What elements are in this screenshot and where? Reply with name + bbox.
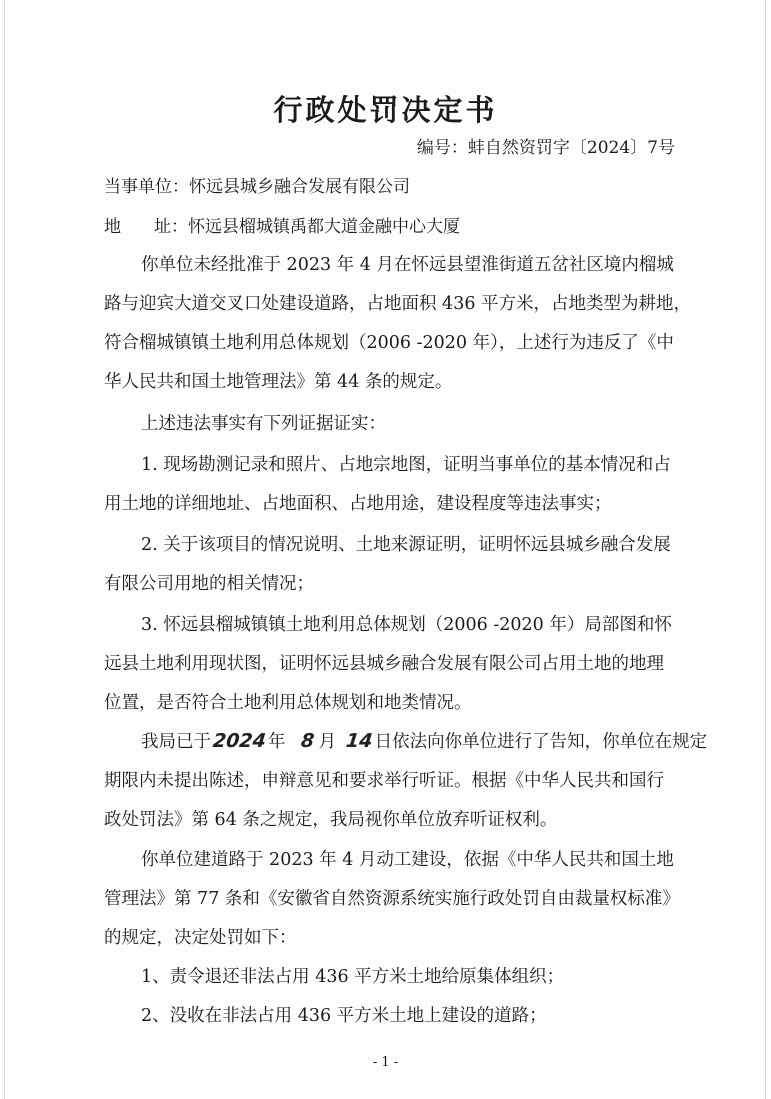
para1-line: 华人民共和国土地管理法》第 44 条的规定。 — [104, 372, 453, 392]
evidence-intro: 上述违法事实有下列证据证实： — [141, 414, 386, 434]
notice-year-unit: 年 — [267, 732, 286, 752]
evidence2-line: 有限公司用地的相关情况； — [104, 574, 314, 594]
para1-line: 符合榴城镇镇土地利用总体规划（2006 -2020 年），上述行为违反了《中 — [104, 333, 674, 353]
address-field — [104, 212, 460, 237]
decision-line: 你单位建道路于 2023 年 4 月动工建设，依据《中华人民共和国土地 — [141, 850, 674, 870]
document-title: 行政处罚决定书 — [273, 93, 498, 127]
evidence3-line: 位置，是否符合土地利用总体规划和地类情况。 — [104, 693, 472, 713]
evidence3-line: 远县土地利用现状图，证明怀远县城乡融合发展有限公司占用土地的地理 — [104, 654, 664, 674]
handwritten-year: 2024 — [211, 730, 268, 752]
evidence1-line: 1. 现场勘测记录和照片、占地宗地图，证明当事单位的基本情况和占 — [141, 455, 671, 475]
scan-edge-left — [4, 0, 5, 1099]
party-label: 当事单位： — [104, 177, 189, 197]
handwritten-month: 8 — [300, 730, 316, 752]
para1-line: 路与迎宾大道交叉口处建设道路，占地面积 436 平方米，占地类型为耕地， — [104, 294, 692, 314]
para1-line: 你单位未经批准于 2023 年 4 月在怀远县望淮街道五岔社区境内榴城 — [141, 255, 674, 275]
notice-line-2: 期限内未提出陈述，申辩意见和要求举行听证。根据《中华人民共和国行 — [104, 771, 664, 791]
penalty-item: 1、责令退还非法占用 436 平方米土地给原集体组织； — [141, 967, 565, 987]
evidence1-line: 用土地的详细地址、占地面积、占地用途，建设程度等违法事实； — [104, 494, 612, 514]
scan-edge-right — [765, 0, 766, 1099]
penalty-item: 2、没收在非法占用 436 平方米土地上建设的道路； — [141, 1006, 547, 1026]
address-label-1: 地 — [104, 217, 154, 237]
notice-line-3: 政处罚法》第 64 条之规定，我局视你单位放弃听证权利。 — [104, 810, 558, 830]
handwritten-day: 14 — [344, 730, 374, 752]
decision-line: 的规定，决定处罚如下： — [104, 928, 297, 948]
party-field — [104, 172, 410, 197]
party-value: 怀远县城乡融合发展有限公司 — [189, 177, 410, 197]
decision-line: 管理法》第 77 条和《安徽省自然资源系统实施行政处罚自由裁量权标准》 — [104, 889, 680, 909]
address-label-2: 址： — [154, 217, 188, 237]
evidence2-line: 2. 关于该项目的情况说明、土地来源证明，证明怀远县城乡融合发展 — [141, 535, 671, 555]
document-number: 编号：蚌自然资罚字〔2024〕7号 — [416, 138, 675, 158]
notice-month-unit: 月 — [318, 732, 337, 752]
page-number: - 1 - — [372, 1055, 399, 1070]
notice-line-1 — [141, 728, 707, 753]
notice-prefix: 我局已于 — [141, 732, 211, 752]
address-value: 怀远县榴城镇禹都大道金融中心大厦 — [188, 217, 460, 237]
notice-suffix: 日依法向你单位进行了告知，你单位在规定 — [374, 732, 708, 752]
evidence3-line: 3. 怀远县榴城镇镇土地利用总体规划（2006 -2020 年）局部图和怀 — [141, 615, 672, 635]
